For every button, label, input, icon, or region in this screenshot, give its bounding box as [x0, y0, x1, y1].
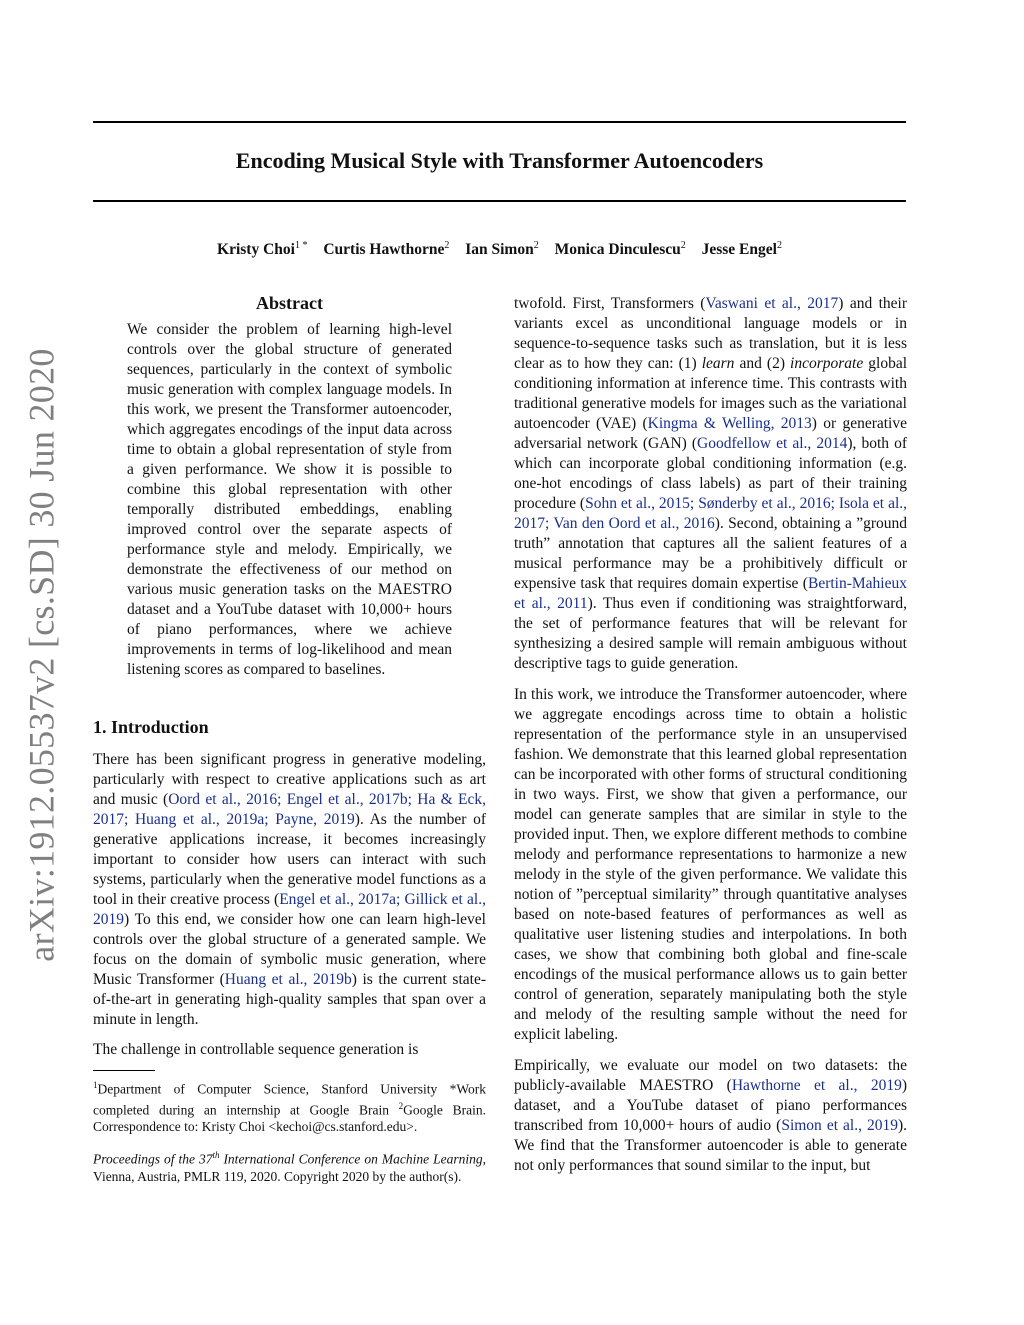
footnote-affiliations — [93, 1077, 486, 1135]
text-run: Google Brain. Correspondence to: Kristy Choi <kechoi@cs.stanford.edu>. — [93, 1102, 486, 1134]
author-name: Monica Dinculescu — [554, 241, 681, 259]
footnote-mark: 2 — [398, 1100, 404, 1111]
text-run: ) or generative adversarial network (GAN) ( — [514, 415, 907, 452]
text-run: Empirically, we evaluate our model on two datasets: the publicly-available MAESTRO ( — [514, 1057, 907, 1094]
text-run: 37 — [198, 1151, 213, 1167]
text-run: ). Thus even if conditioning was straightforward, the set of performance features that will be relevant for synthesizing a desired sample will remain ambiguous without descriptive tags to guide generation. — [514, 595, 908, 672]
text-run: ). We find that the Transformer autoencoder is able to generate not only performances that sound similar to the input, but — [514, 1117, 907, 1174]
title-rule-top — [93, 121, 906, 123]
intro-paragraph-1 — [93, 750, 486, 1030]
author-name: Ian Simon — [465, 241, 534, 259]
text-run: Department of Computer Science, Stanford University *Work completed during an internship at Google Brain — [93, 1081, 486, 1117]
right-paragraph-3 — [514, 1056, 907, 1176]
right-column — [514, 294, 907, 1176]
text-run: ). Second, obtaining a ”ground truth” annotation that captures all the salient features of a musical performance may be a prohibitively difficult or expensive task that requires domain expertise ( — [514, 515, 907, 592]
citation-link[interactable]: Kingma & Welling, 2013 — [647, 415, 812, 432]
left-column — [93, 290, 486, 1185]
author-affiliation: 2 — [776, 240, 782, 251]
text-run: ) is the current state-of-the-art in generating high-quality samples that span over a minute in length. — [93, 971, 486, 1028]
text-run: Proceedings of the — [93, 1151, 199, 1167]
footnote-rule — [93, 1070, 155, 1071]
text-run: global conditioning information at inference time. This contrasts with traditional generative models for images such as the variational autoencoder (VAE) ( — [514, 355, 908, 432]
citation-link[interactable]: Sohn et al., 2015; Sønderby et al., 2016; Isola et al., 2017; Van den Oord et al., 2016 — [514, 495, 907, 532]
arxiv-stamp — [22, 348, 62, 962]
text-run: , Vienna, Austria, PMLR 119, 2020. Copyright 2020 by the author(s). — [93, 1151, 486, 1184]
author-affiliation: 1 * — [294, 240, 308, 251]
arxiv-id: arXiv:1912.05537v2 [cs.SD] 30 Jun 2020 — [22, 348, 62, 962]
author — [555, 241, 686, 258]
author-affiliation: 2 — [444, 240, 450, 251]
citation-link[interactable]: Bertin-Mahieux et al., 2011 — [514, 575, 907, 612]
author-name: Jesse Engel — [701, 241, 777, 259]
text-run: th — [212, 1150, 220, 1160]
right-paragraph-2: In this work, we introduce the Transformer autoencoder, where we aggregate encodings across time to obtain a holistic representation of the performance style in an unsupervised fashion. We demonstrate that this learned global representation can be incorporated with other forms of structural conditioning in two ways. First, we show that given a performance, our model can generate samples that are similar in style to the provided input. Then, we explore different methods to combine melody and performance representations to harmonize a new melody in the style of the given performance. We validate this notion of ”perceptual similarity” through quantitative analyses based on note-based features of performances as well as qualitative user listening studies and interpolations. In both cases, we show that combining both global and fine-scale encodings of the musical performance allows us to gain better control of generation, separately manipulating both the style and melody of the resulting sample without the need for explicit labeling. — [514, 686, 907, 1043]
author-name: Curtis Hawthorne — [323, 241, 445, 259]
author — [702, 241, 782, 258]
author-affiliation: 2 — [680, 240, 686, 251]
citation-link[interactable]: Vaswani et al., 2017 — [705, 295, 839, 312]
author-affiliation: 2 — [533, 240, 539, 251]
right-paragraph-1 — [514, 294, 907, 674]
footnote-proceedings — [93, 1147, 486, 1185]
abstract-heading: Abstract — [256, 293, 323, 313]
footnote-mark: 1 — [93, 1080, 98, 1090]
text-run: International Conference on Machine Learning — [219, 1151, 483, 1167]
text-run: twofold. First, Transformers ( — [514, 295, 706, 312]
intro-paragraph-2: The challenge in controllable sequence generation is — [93, 1041, 419, 1058]
author — [323, 241, 449, 258]
text-run: ), both of which can incorporate global conditioning information (e.g. one-hot encodings of class labels) as part of their training procedure ( — [514, 435, 907, 512]
author-list — [93, 236, 906, 260]
citation-link[interactable]: Hawthorne et al., 2019 — [731, 1077, 902, 1094]
text-run: There has been significant progress in generative modeling, particularly with respect to creative applications such as art and music ( — [93, 751, 486, 808]
citation-link[interactable]: Engel et al., 2017a; Gillick et al., 2019 — [93, 891, 486, 928]
section-heading-introduction: 1. Introduction — [93, 717, 209, 737]
text-run: ). As the number of generative applications increase, it becomes increasingly important to consider how users can interact with such systems, particularly when the generative model functions as a tool in their creative process ( — [93, 811, 486, 908]
citation-link[interactable]: Huang et al., 2019b — [224, 971, 352, 988]
text-run: and (2) — [734, 355, 791, 372]
author-name: Kristy Choi — [217, 241, 295, 259]
citation-link[interactable]: Simon et al., 2019 — [781, 1117, 898, 1134]
abstract-text: We consider the problem of learning high-level controls over the global structure of generated sequences, particularly in the context of symbolic music generation with complex language models. In this work, we present the Transformer autoencoder, which aggregates encodings of the input data across time to obtain a global representation of style from a given performance. We show it is possible to combine this global representation with other temporally distributed embeddings, enabling improved control over the separate aspects of performance style and melody. Empirically, we demonstrate the effectiveness of our method on various music generation tasks on the MAESTRO dataset and a YouTube dataset with 10,000+ hours of piano performances, where we achieve improvements in terms of log-likelihood and mean listening scores as compared to baselines. — [127, 321, 452, 678]
text-run: ) and their variants excel as unconditional language models or in sequence-to-sequence tasks such as translation, but it is less clear as to how they can: (1) — [514, 295, 908, 372]
title-rule-bottom — [93, 200, 906, 202]
author — [217, 241, 307, 258]
text-run: ) dataset, and a YouTube dataset of piano performances transcribed from 10,000+ hours of audio ( — [514, 1077, 907, 1134]
text-run: ) To this end, we consider how one can learn high-level controls over the global structure of a generated sample. We focus on the domain of symbolic music generation, where Music Transformer ( — [93, 911, 486, 988]
author — [465, 241, 539, 258]
text-run: incorporate — [790, 355, 864, 372]
citation-link[interactable]: Goodfellow et al., 2014 — [697, 435, 848, 452]
text-run: learn — [701, 355, 735, 372]
paper-title: Encoding Musical Style with Transformer Autoencoders — [235, 148, 764, 173]
citation-link[interactable]: Oord et al., 2016; Engel et al., 2017b; Ha & Eck, 2017; Huang et al., 2019a; Payne, 2019 — [93, 791, 486, 828]
